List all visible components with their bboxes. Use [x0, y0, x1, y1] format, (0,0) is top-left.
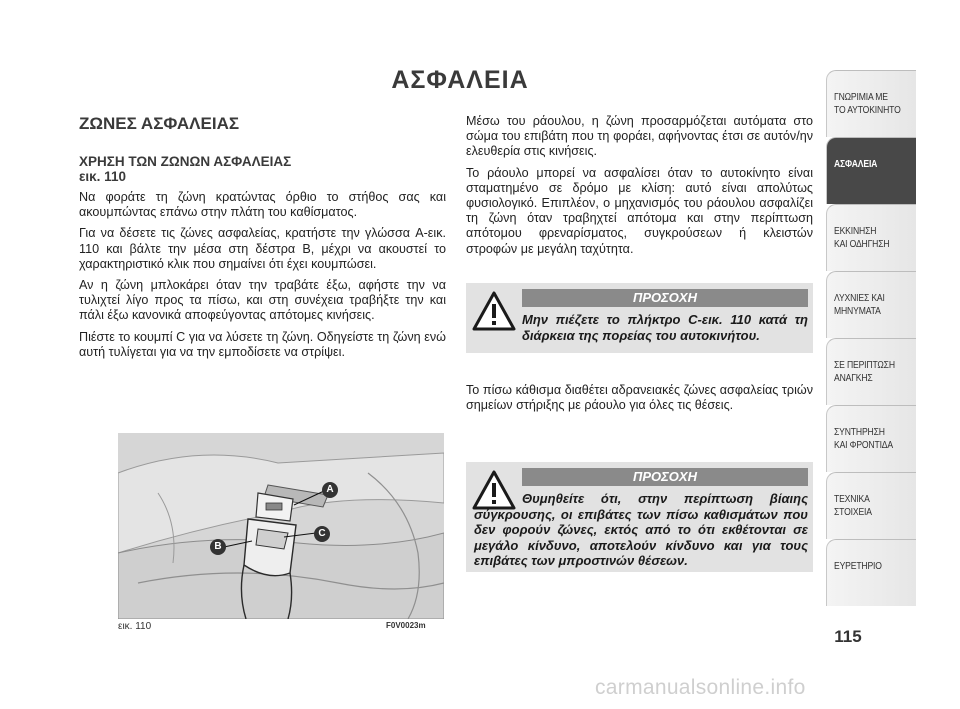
paragraph: Πιέστε το κουμπί C για να λύσετε τη ζώνη. Οδηγείστε τη ζώνη ενώ αυτή τυλίγεται για να την εμποδίσετε να στρίψει. — [79, 329, 446, 359]
tab-technical-data[interactable]: ΤΕΧΝΙΚΑ ΣΤΟΙΧΕΙΑ — [826, 472, 916, 539]
tab-index[interactable]: ΕΥΡΕΤΗΡΙΟ — [826, 539, 916, 606]
warning-box-2 — [466, 462, 813, 572]
tab-starting-driving[interactable]: ΕΚΚΙΝΗΣΗ ΚΑΙ ΟΔΗΓΗΣΗ — [826, 204, 916, 271]
subsection-heading-line1: ΧΡΗΣΗ ΤΩΝ ΖΩΝΩΝ ΑΣΦΑΛΕΙΑΣ — [79, 154, 292, 169]
subsection-heading-line2: εικ. 110 — [79, 169, 126, 184]
page-number: 115 — [834, 627, 862, 646]
watermark: carmanualsonline.info — [595, 676, 806, 699]
callout-label-b: B — [210, 539, 226, 555]
section-heading: ΖΩΝΕΣ ΑΣΦΑΛΕΙΑΣ — [79, 114, 240, 133]
paragraph: Το ράουλο μπορεί να ασφαλίσει όταν το αυτοκίνητο είναι σταματημένο σε δρόμο με κλίση: αυτό είναι απολύτως φυσιολογικό. Επιπλέον, ο μηχανισμός του ράουλου ασφαλίζει τη ζώνη όταν τραβηχτεί απότομα και στην περίπτωση απότομου φρεναρίσματος, συγκρούσεων ή κλειστών στροφών με μεγάλη ταχύτητα. — [466, 165, 813, 256]
paragraph: Να φοράτε τη ζώνη κρατώντας όρθιο το στήθος σας και ακουμπώντας επάνω στην πλάτη του καθίσματος. — [79, 190, 446, 220]
warning-triangle-icon — [472, 291, 516, 331]
figure-code: F0V0023m — [386, 621, 426, 630]
paragraph: Το πίσω κάθισμα διαθέτει αδρανειακές ζώνες ασφαλείας τριών σημείων στήριξης με ράουλο για όλες τις θέσεις. — [466, 383, 813, 413]
tab-warning-lights[interactable]: ΛΥΧΝΙΕΣ ΚΑΙ ΜΗΝΥΜΑΤΑ — [826, 271, 916, 338]
left-column — [79, 114, 446, 366]
warning-box-1 — [466, 283, 813, 353]
warning-title: ΠΡΟΣΟΧΗ — [522, 468, 808, 486]
warning-title: ΠΡΟΣΟΧΗ — [522, 289, 808, 307]
callout-label-c: C — [314, 526, 330, 542]
seatbelt-buckle-illustration — [118, 433, 444, 619]
callout-label-a: A — [322, 482, 338, 498]
seatbelt-buckle-figure — [118, 433, 444, 619]
tab-getting-to-know[interactable]: ΓΝΩΡΙΜΙΑ ΜΕ ΤΟ ΑΥΤΟΚΙΝΗΤΟ — [826, 70, 916, 137]
paragraph: Για να δέσετε τις ζώνες ασφαλείας, κρατήστε την γλώσσα A-εικ. 110 και βάλτε την μέσα στη δέστρα B, μέχρι να ακουστεί το χαρακτηριστικό κλικ που σημαίνει ότι έχει κουμπώσει. — [79, 226, 446, 271]
warning-text: Μην πιέζετε το πλήκτρο C-εικ. 110 κατά τη διάρκεια της πορείας του αυτοκινήτου. — [522, 312, 808, 343]
page-title: ΑΣΦΑΛΕΙΑ — [391, 66, 529, 94]
figure-caption: εικ. 110 — [118, 621, 152, 632]
tab-maintenance[interactable]: ΣΥΝΤΗΡΗΣΗ ΚΑΙ ΦΡΟΝΤΙΔΑ — [826, 405, 916, 472]
tab-safety[interactable]: ΑΣΦΑΛΕΙΑ — [826, 137, 916, 204]
tab-emergency[interactable]: ΣΕ ΠΕΡΙΠΤΩΣΗ ΑΝΑΓΚΗΣ — [826, 338, 916, 405]
paragraph: Αν η ζώνη μπλοκάρει όταν την τραβάτε έξω, αφήστε την να τυλιχτεί λίγο προς τα πίσω, και στη συνέχεια τραβήξτε την και πάλι έξω κανονικά αποφεύγοντας απότομες κινήσεις. — [79, 278, 446, 323]
right-column — [466, 114, 813, 263]
paragraph: Μέσω του ράουλου, η ζώνη προσαρμόζεται αυτόματα στο σώμα του επιβάτη που τη φοράει, αφήνοντας έτσι σε αυτόν/ην ελευθερία στις κινήσεις. — [466, 114, 813, 159]
subsection-heading — [79, 154, 446, 184]
chapter-tabs — [826, 70, 916, 606]
warning-text: Θυμηθείτε ότι, στην περίπτωση βίαιης σύγκρουσης, οι επιβάτες των πίσω καθισμάτων που δεν φορούν ζώνες, εκτός από το ότι εκθέτονται σε μεγάλο κίνδυνο, αποτελούν κίνδυνο και για τους επιβάτες των μπροστινών θέσεων. — [474, 491, 808, 568]
